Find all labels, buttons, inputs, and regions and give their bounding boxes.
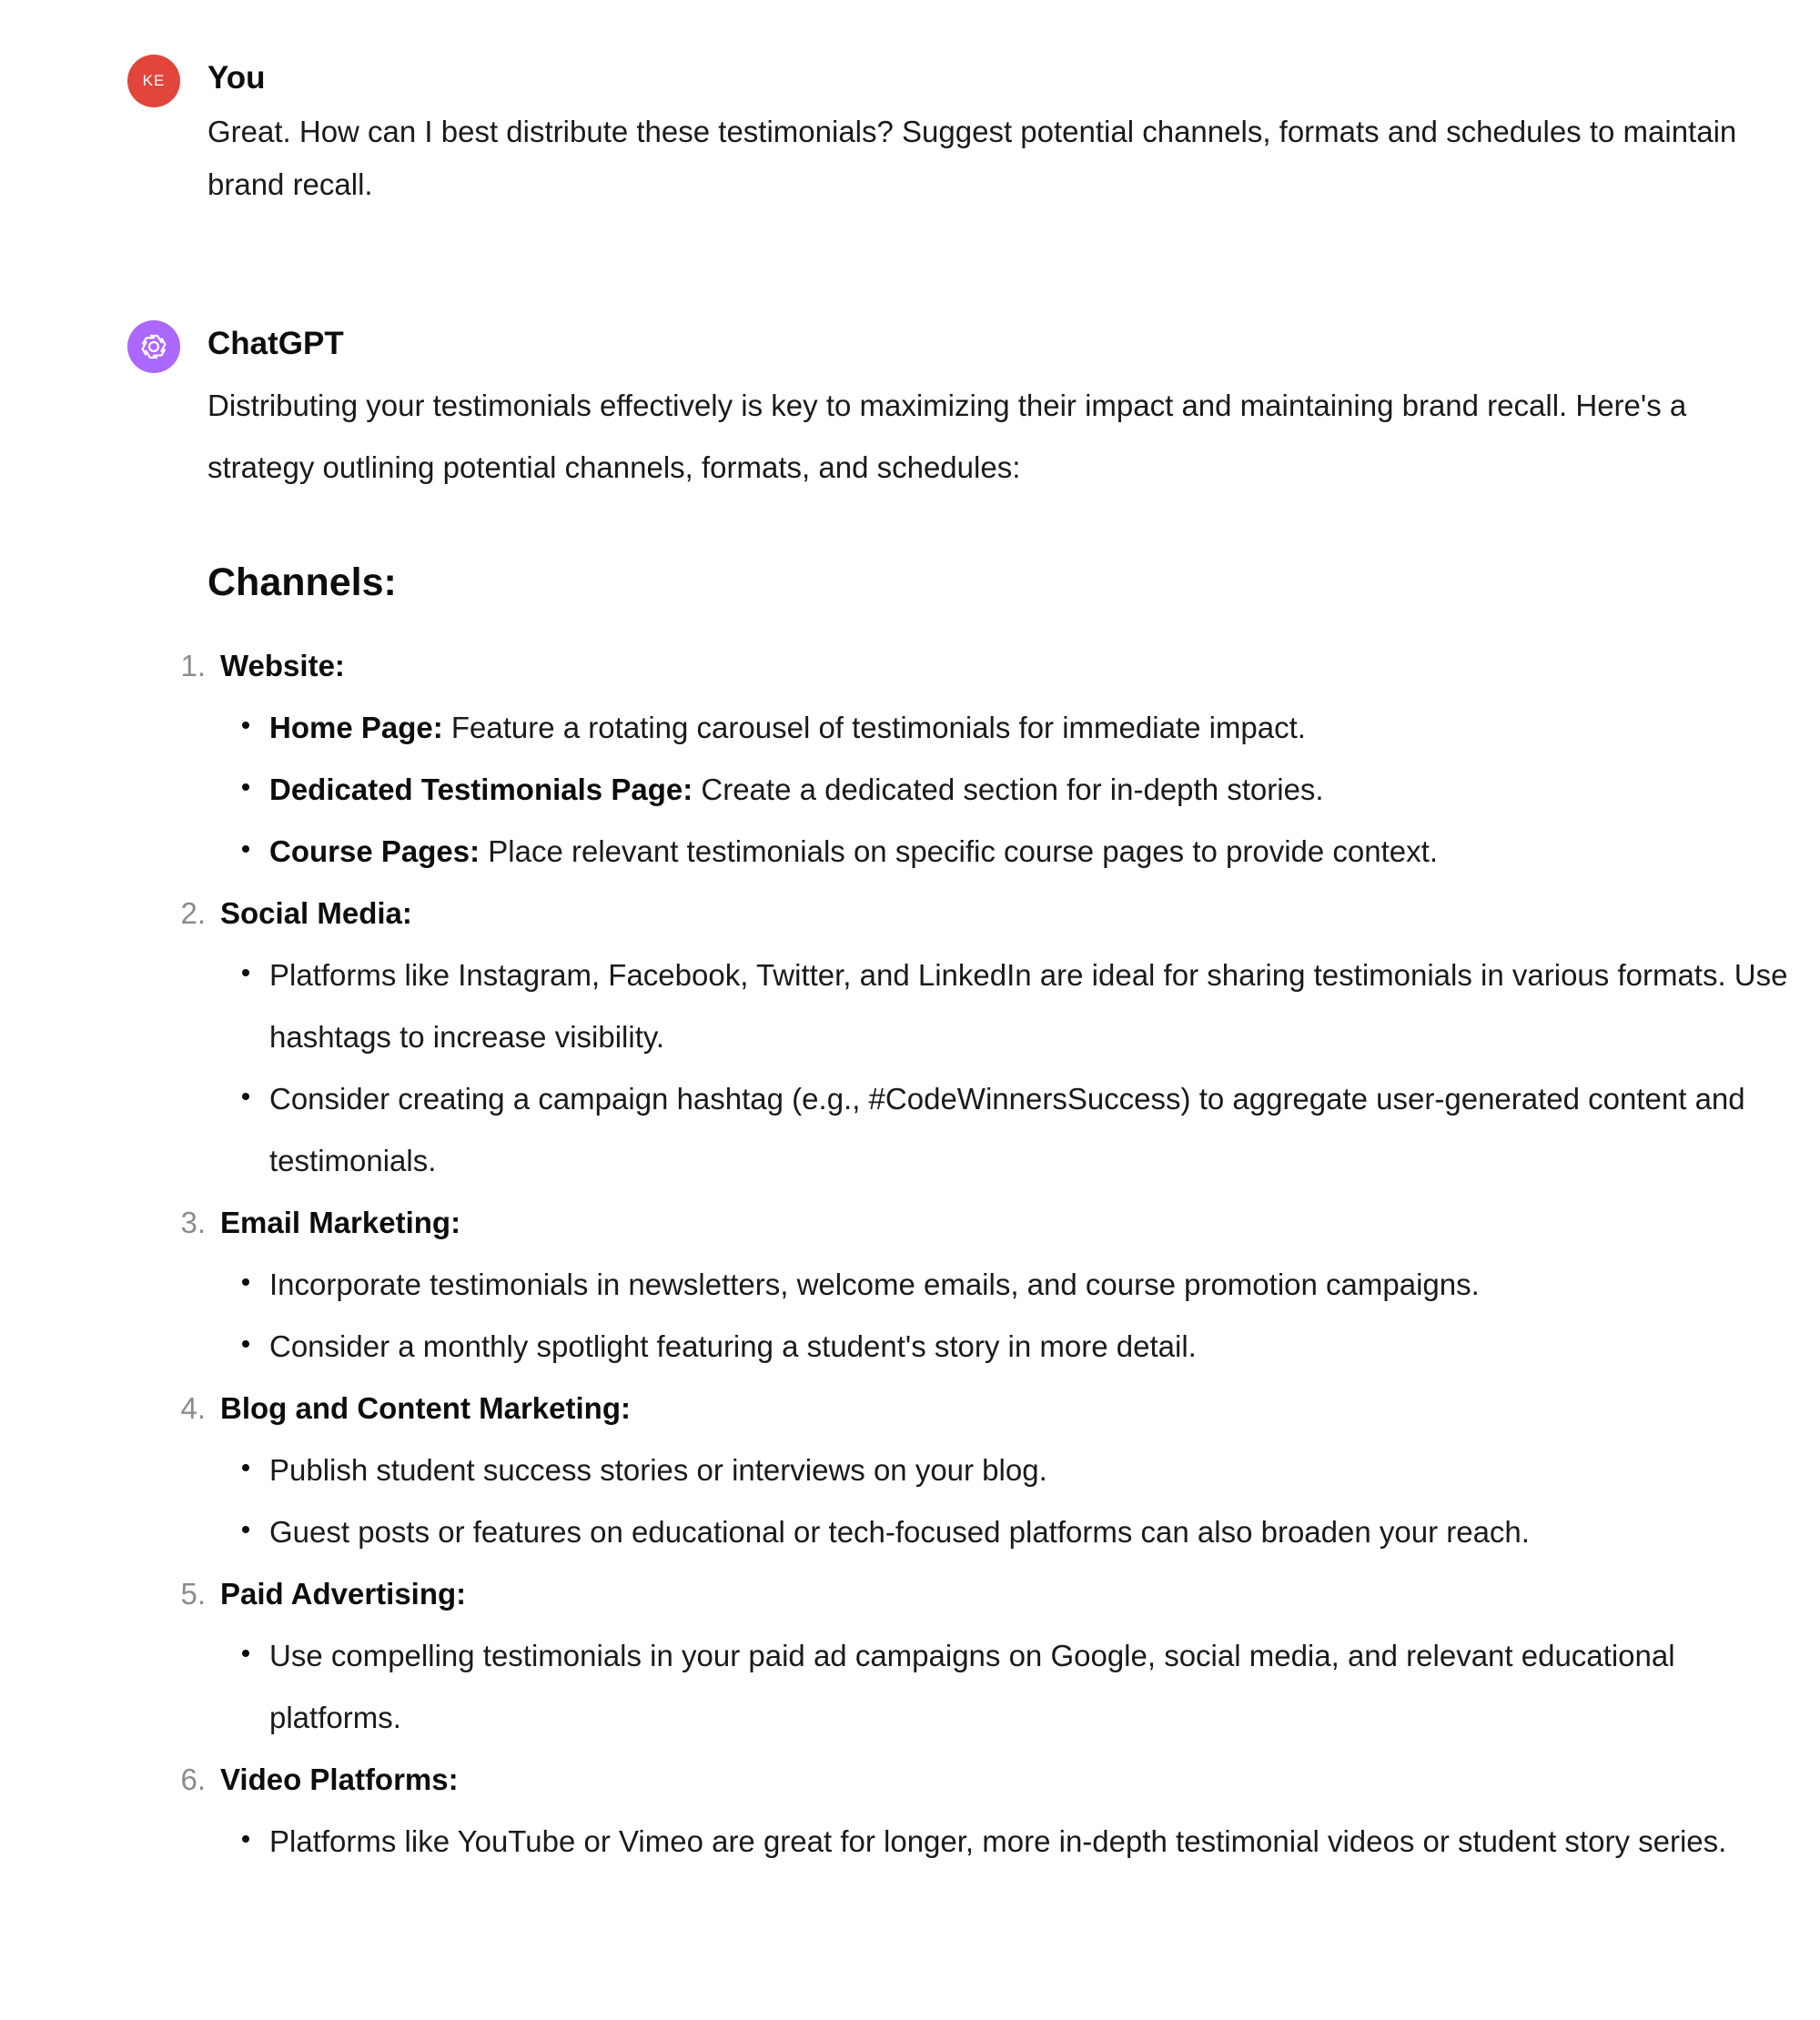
channel-points (220, 1811, 1729, 1873)
channel-item (180, 883, 1788, 1192)
channel-title: Website: (220, 649, 345, 682)
user-avatar-initials: KE (142, 72, 166, 89)
user-avatar (127, 55, 180, 107)
bullet-point (220, 697, 1798, 759)
channel-number: 2. (180, 896, 206, 930)
channel-points (220, 1254, 1729, 1378)
bullet-point-text: Create a dedicated section for in-depth stories. (693, 773, 1324, 806)
channel-number: 4. (180, 1391, 206, 1425)
channel-item (180, 1749, 1729, 1873)
bullet-point (220, 1439, 1798, 1501)
assistant-avatar (127, 320, 180, 373)
bullet-point-text: Consider creating a campaign hashtag (e.g., #CodeWinnersSuccess) to aggregate user-generated content and testimonials. (269, 1082, 1745, 1177)
channel-title: Video Platforms: (220, 1762, 459, 1796)
bullet-point-label: Dedicated Testimonials Page: (269, 773, 693, 806)
channel-number: 1. (180, 649, 206, 682)
channel-points (220, 1625, 1729, 1749)
bullet-point-text: Publish student success stories or interviews on your blog. (269, 1453, 1047, 1487)
channel-number: 3. (180, 1206, 206, 1239)
bullet-point-text: Platforms like Instagram, Facebook, Twitter, and LinkedIn are ideal for sharing testimonials in various formats. Use hashtags to increase visibility. (269, 958, 1788, 1054)
bullet-point (220, 1625, 1798, 1749)
assistant-message (127, 317, 1788, 1873)
bullet-point-text: Place relevant testimonials on specific course pages to provide context. (480, 834, 1438, 868)
channel-points (220, 697, 1729, 883)
channel-item (180, 635, 1729, 883)
bullet-point (220, 1501, 1798, 1563)
bullet-point (220, 1068, 1798, 1192)
channel-title: Blog and Content Marketing: (220, 1391, 631, 1425)
channels-list (180, 635, 1788, 1873)
user-message-text: Great. How can I best distribute these testimonials? Suggest potential channels, formats and schedules to maintain brand recall. (207, 115, 1737, 201)
assistant-author-name: ChatGPT (207, 326, 344, 361)
bullet-point (220, 821, 1798, 883)
channel-number: 6. (180, 1762, 206, 1796)
bullet-point-label: Course Pages: (269, 834, 480, 868)
section-heading: Channels: (207, 561, 397, 604)
channel-number: 5. (180, 1577, 206, 1611)
channel-title: Email Marketing: (220, 1206, 461, 1239)
bullet-point (220, 1811, 1798, 1873)
channel-item (180, 1192, 1729, 1378)
channel-title: Paid Advertising: (220, 1577, 467, 1611)
bullet-point-text: Feature a rotating carousel of testimonials for immediate impact. (442, 711, 1306, 744)
bullet-point (220, 944, 1798, 1068)
bullet-point-text: Guest posts or features on educational or tech-focused platforms can also broaden your reach. (269, 1515, 1530, 1549)
openai-logo-icon (136, 328, 172, 365)
bullet-point-text: Use compelling testimonials in your paid ad campaigns on Google, social media, and relevant educational platforms. (269, 1639, 1675, 1734)
channel-item (180, 1563, 1729, 1749)
channel-points (220, 944, 1788, 1192)
bullet-point-text: Consider a monthly spotlight featuring a student's story in more detail. (269, 1329, 1197, 1363)
assistant-intro-text: Distributing your testimonials effectively is key to maximizing their impact and maintaining brand recall. Here's a strategy outlining potential channels, formats, and schedules: (207, 389, 1687, 484)
bullet-point-text: Platforms like YouTube or Vimeo are great for longer, more in-depth testimonial videos or student story series. (269, 1824, 1727, 1858)
channel-points (220, 1439, 1729, 1563)
bullet-point (220, 759, 1798, 821)
bullet-point (220, 1254, 1798, 1316)
user-author-name: You (207, 60, 266, 96)
bullet-point (220, 1316, 1798, 1378)
channel-title: Social Media: (220, 896, 412, 930)
channel-item (180, 1378, 1729, 1563)
bullet-point-text: Incorporate testimonials in newsletters, welcome emails, and course promotion campaigns. (269, 1268, 1480, 1301)
bullet-point-label: Home Page: (269, 711, 443, 744)
user-message (127, 51, 1737, 211)
